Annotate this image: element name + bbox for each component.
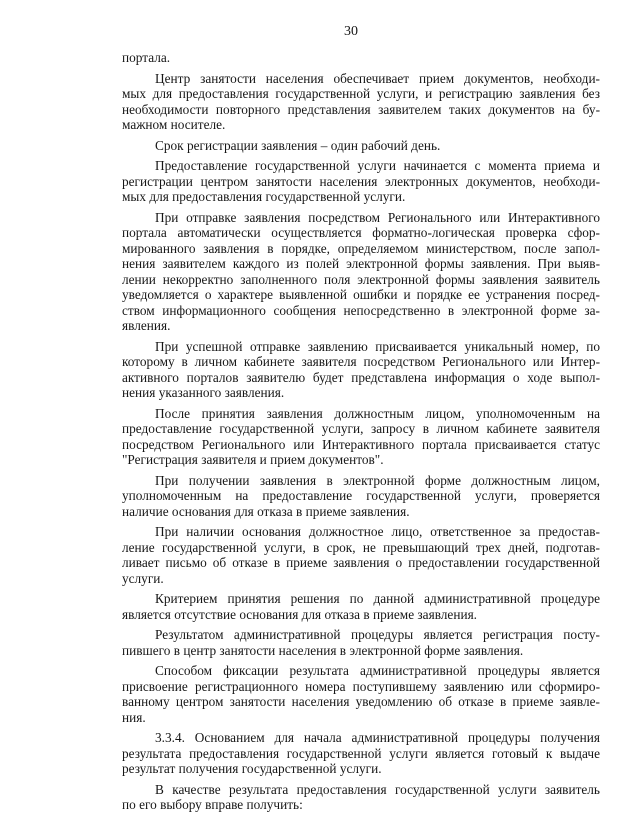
text-line: услуги. xyxy=(122,570,164,586)
text-line: мых для предоставления государственной услуги, и регистрацию заявления без xyxy=(122,86,600,101)
text-line: наличие основания для отказа в приеме заявления. xyxy=(122,503,410,519)
text-line: результат получения государственной услуги. xyxy=(122,761,382,776)
text-line: Срок регистрации заявления – один рабочий день. xyxy=(155,137,441,153)
paragraph xyxy=(122,627,600,658)
paragraph xyxy=(122,782,600,813)
paragraph xyxy=(122,158,600,205)
text-line: "Регистрация заявителя и прием документов". xyxy=(122,452,384,467)
text-line: посредством Регионального или Интерактивного портала присваивается статус xyxy=(122,436,600,452)
text-line: ление государственной услуги, в срок, не превышающий трех дней, подготав- xyxy=(122,539,600,555)
text-line: необходимости повторного представления заявителем таких документов на бу- xyxy=(122,101,600,117)
paragraph xyxy=(122,339,600,401)
text-line: Предоставление государственной услуги начинается с момента приема и xyxy=(155,158,600,173)
text-line: пившего в центр занятости населения в электронной форме заявления. xyxy=(122,642,524,658)
page-number: 30 xyxy=(344,24,358,39)
text-line: уведомляется о характере выявленной ошибки и порядке ее устранения посред- xyxy=(122,287,600,302)
text-line: портала. xyxy=(122,50,171,65)
text-line: При получении заявления в электронной форме должностным лицом, xyxy=(155,472,600,488)
text-line: лении некорректно заполненного поля электронной формы заявления заявитель xyxy=(122,271,600,287)
text-line: ливает письмо об отказе в приеме заявления о предоставлении государственной xyxy=(122,555,600,570)
text-line: по его выбору вправе получить: xyxy=(122,797,303,812)
text-line: Критерием принятия решения по данной административной процедуре xyxy=(155,591,600,606)
text-line: мажном носителе. xyxy=(122,117,226,132)
text-line: нения заявителем каждого из полей электронной формы заявления. При выяв- xyxy=(122,256,600,271)
text-line: мых для предоставления государственной услуги. xyxy=(122,189,406,204)
text-line: явления. xyxy=(122,318,171,333)
text-line: которому в личном кабинете заявителя посредством Регионального или Интер- xyxy=(122,354,600,369)
text-line: При отправке заявления посредством Регионального или Интерактивного xyxy=(155,209,600,225)
text-line: При наличии основания должностное лицо, ответственное за предостав- xyxy=(155,524,600,539)
text-line: регистрации центром занятости населения электронных документов, необходи- xyxy=(122,173,600,189)
document-body xyxy=(122,50,600,813)
paragraph xyxy=(122,591,600,622)
text-line: Центр занятости населения обеспечивает прием документов, необходи- xyxy=(155,70,600,86)
paragraph xyxy=(122,663,600,725)
paragraph xyxy=(122,138,600,154)
paragraph xyxy=(122,730,600,777)
paragraph xyxy=(122,210,600,334)
text-line: мированного заявления в порядке, определяемом министерством, после запол- xyxy=(122,240,600,256)
text-line: результата предоставления государственной услуги является готовый к выдаче xyxy=(122,745,600,761)
text-line: ванному центром занятости населения уведомлению об отказе в приеме заявле- xyxy=(122,694,600,709)
paragraph xyxy=(122,473,600,520)
text-line: Способом фиксации результата административной процедуры является xyxy=(155,663,600,678)
text-line: После принятия заявления должностным лицом, уполномоченным на xyxy=(155,405,600,421)
text-line: является отсутствие основания для отказа в приеме заявления. xyxy=(122,606,478,622)
text-line: присвоение регистрационного номера поступившему заявлению или сформиро- xyxy=(122,678,600,694)
text-line: При успешной отправке заявлению присваивается уникальный номер, по xyxy=(155,338,600,354)
text-line: Результатом административной процедуры является регистрация посту- xyxy=(155,627,600,642)
text-line: предоставление государственной услуги, запросу в личном кабинете заявителя xyxy=(122,421,600,436)
text-line: 3.3.4. Основанием для начала административной процедуры получения xyxy=(155,730,600,745)
paragraph xyxy=(122,50,600,66)
paragraph xyxy=(122,406,600,468)
paragraph xyxy=(122,71,600,133)
text-line: ством информационного сообщения непосредственно в электронной форме за- xyxy=(122,302,600,318)
paragraph xyxy=(122,524,600,586)
text-line: портала автоматически осуществляется форматно-логическая проверка сфор- xyxy=(122,225,600,240)
text-line: уполномоченным на предоставление государственной услуги, проверяется xyxy=(122,488,600,503)
text-line: В качестве результата предоставления государственной услуги заявитель xyxy=(155,781,600,797)
text-line: нения указанного заявления. xyxy=(122,385,285,400)
text-line: ния. xyxy=(122,709,146,725)
text-line: активного порталов заявителю будет представлена информация о ходе выпол- xyxy=(122,369,600,385)
